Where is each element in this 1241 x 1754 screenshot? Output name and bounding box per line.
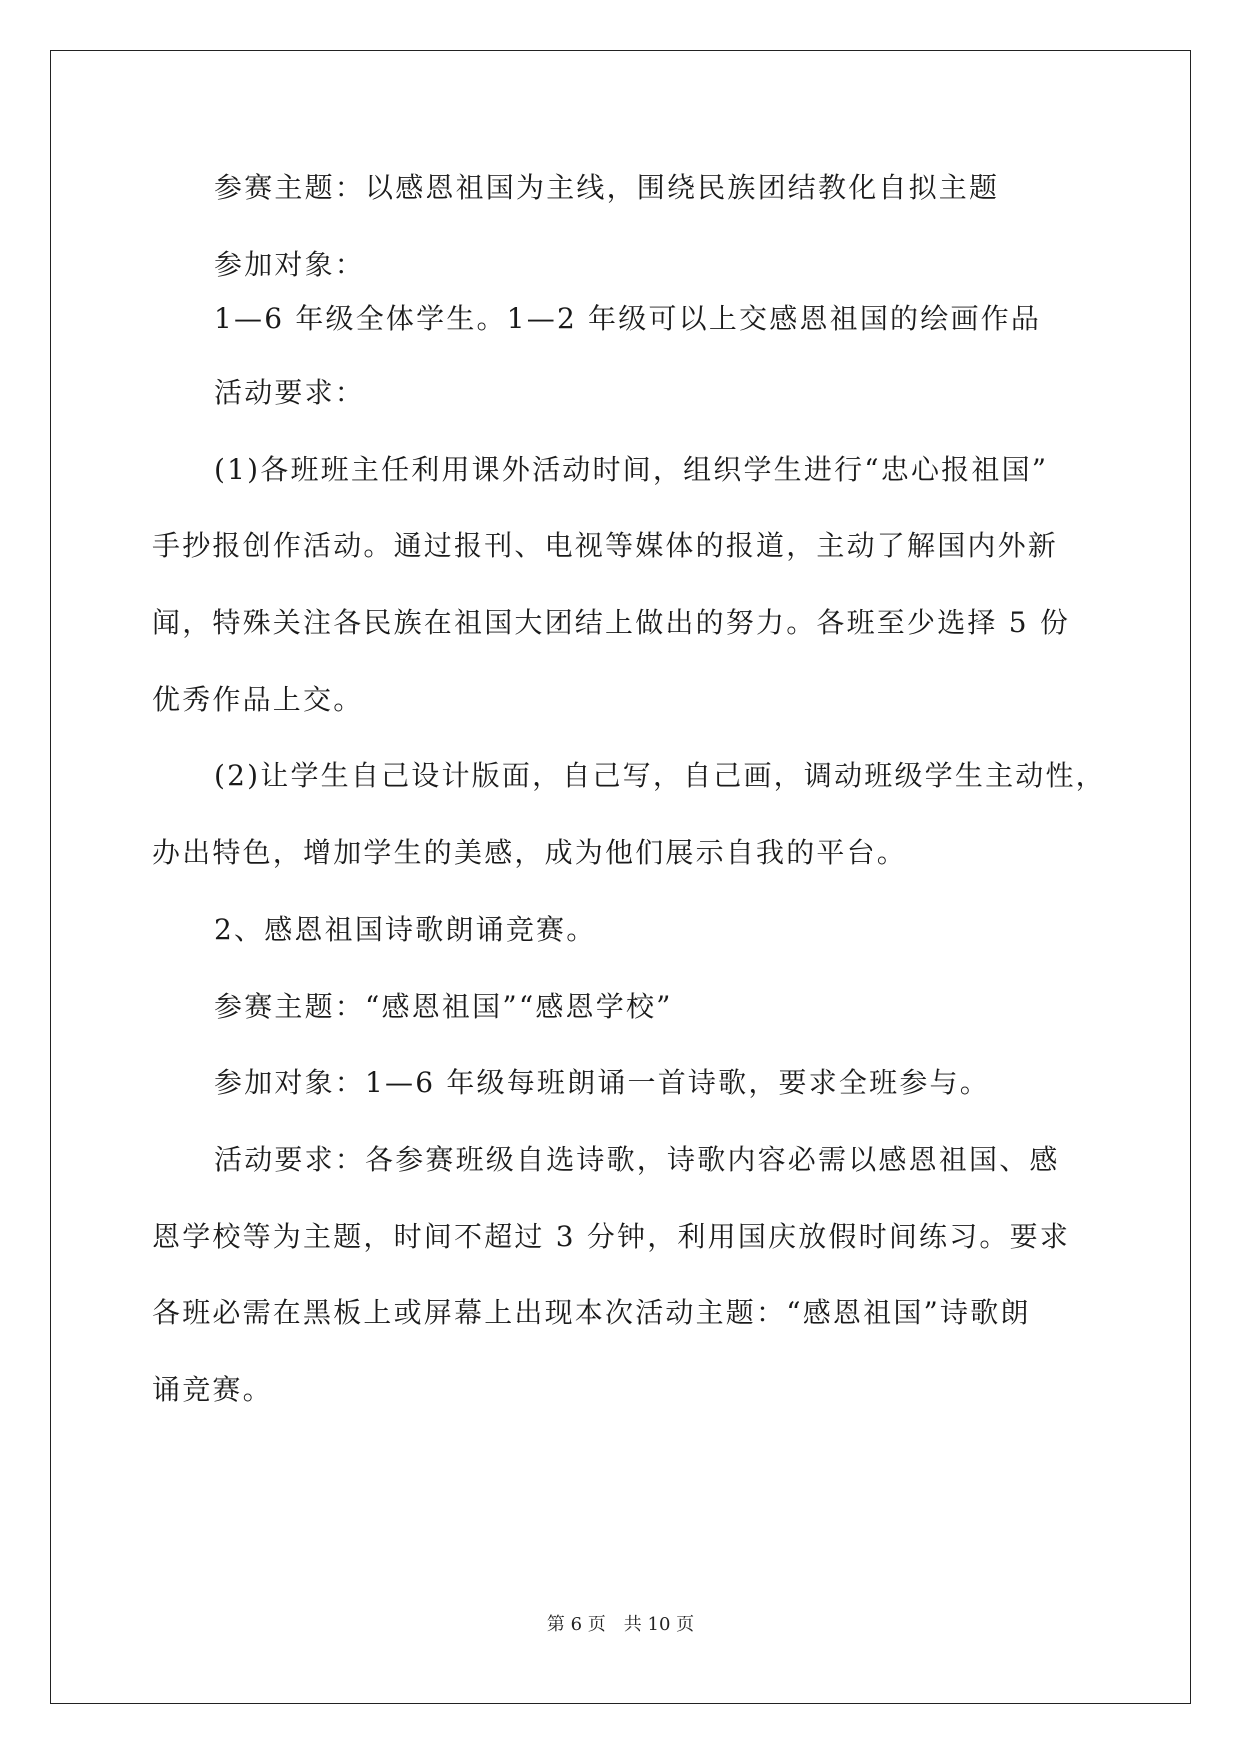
paragraph-line: 恩学校等为主题，时间不超过 3 分钟，利用国庆放假时间练习。要求 (152, 1220, 1071, 1253)
paragraph-line: 参赛主题：“感恩祖国”“感恩学校” (214, 990, 673, 1023)
paragraph-line: (1)各班班主任利用课外活动时间，组织学生进行“忠心报祖国” (214, 453, 1049, 486)
paragraph-line: 参加对象： (214, 248, 366, 281)
paragraph-line: 各班必需在黑板上或屏幕上出现本次活动主题：“感恩祖国”诗歌朗 (152, 1296, 1031, 1329)
paragraph-line: 办出特色，增加学生的美感，成为他们展示自我的平台。 (152, 836, 908, 869)
paragraph-line: 参加对象：1—6 年级每班朗诵一首诗歌，要求全班参与。 (214, 1066, 990, 1099)
paragraph-line: 闻，特殊关注各民族在祖国大团结上做出的努力。各班至少选择 5 份 (152, 606, 1071, 639)
paragraph-line: 2、感恩祖国诗歌朗诵竞赛。 (214, 913, 597, 946)
paragraph-line: 1—6 年级全体学生。1—2 年级可以上交感恩祖国的绘画作品 (214, 302, 1042, 335)
paragraph-line: 活动要求：各参赛班级自选诗歌，诗歌内容必需以感恩祖国、感 (214, 1143, 1060, 1176)
paragraph-line: 优秀作品上交。 (152, 683, 364, 716)
paragraph-line: (2)让学生自己设计版面，自己写，自己画，调动班级学生主动性， (214, 759, 1106, 792)
page-number-footer: 第 6 页 共 10 页 (546, 1614, 695, 1635)
paragraph-line: 诵竞赛。 (152, 1373, 273, 1406)
paragraph-line: 活动要求： (214, 376, 366, 409)
paragraph-line: 参赛主题：以感恩祖国为主线，围绕民族团结教化自拟主题 (214, 171, 1000, 204)
paragraph-line: 手抄报创作活动。通过报刊、电视等媒体的报道，主动了解国内外新 (152, 529, 1059, 562)
